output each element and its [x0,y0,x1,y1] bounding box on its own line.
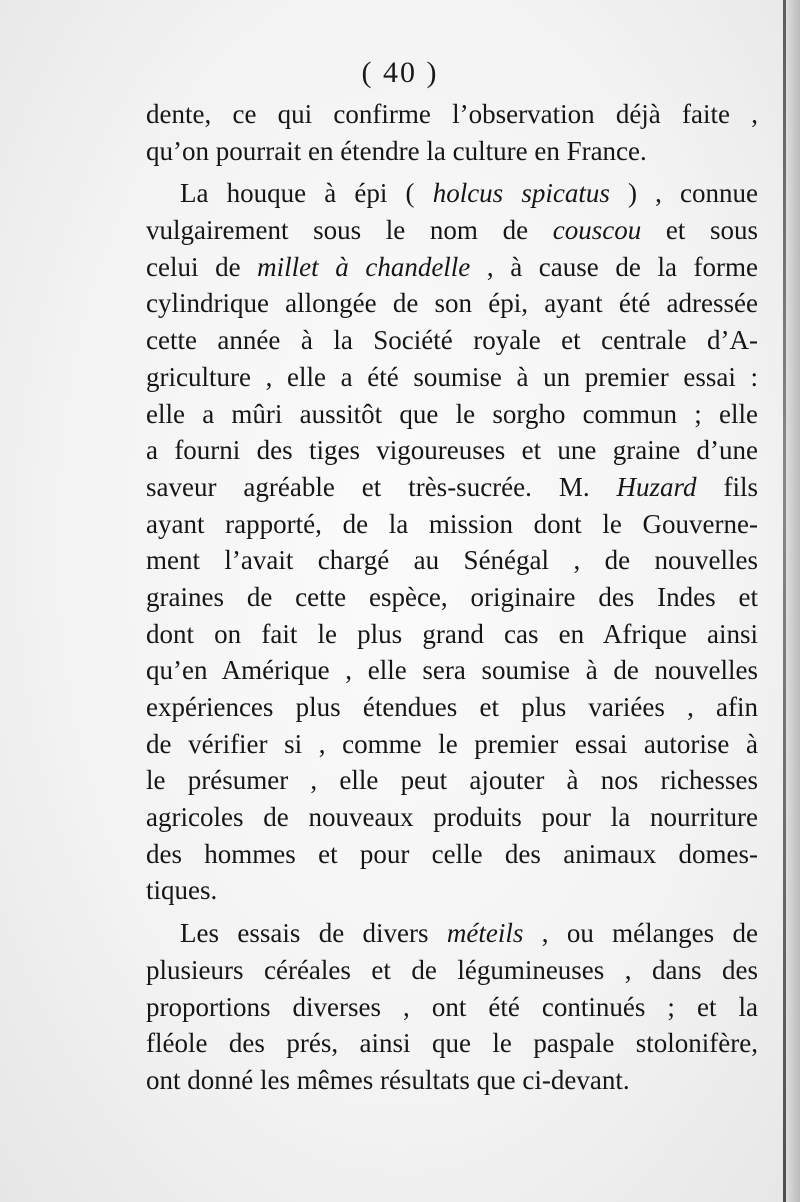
text-run: ) , connue [609,178,759,209]
text-run: dente, ce qui confirme l’observation déjà faite , [146,99,758,129]
text-run: elle a mûri aussitôt que le sorgho commun ; elle [146,398,758,429]
text-line [146,133,758,170]
text-line [146,616,758,653]
text-line [146,322,758,359]
paragraph [146,915,758,1098]
text-run: , ou mélanges de [523,918,758,949]
text-run: ment l’avait chargé au Sénégal , de nouvelles [146,545,758,576]
text-line [146,952,758,989]
text-line [146,96,758,133]
text-line [146,359,758,396]
text-line [146,1062,758,1099]
text-run: La houque à épi ( [180,178,433,209]
text-line [146,506,758,543]
text-run: de vérifier si , comme le premier essai autorise à [146,728,758,759]
body-text [146,96,758,1099]
text-line [146,212,758,249]
text-run: tiques. [146,875,218,906]
text-run: agricoles de nouveaux produits pour la nourriture [146,802,758,833]
text-line [146,836,758,873]
text-run: a fourni des tiges vigoureuses et une graine d’une [146,435,758,466]
text-line [146,469,758,506]
text-run: des hommes et pour celle des animaux domes- [146,838,758,869]
text-line [146,175,758,212]
text-run: dont on fait le plus grand cas en Afrique ainsi [146,618,758,649]
text-line [146,432,758,469]
text-line [146,652,758,689]
page-number: ( 40 ) [361,56,439,89]
text-run: qu’en Amérique , elle sera soumise à de nouvelles [146,655,758,686]
italic-term: couscou [552,215,642,246]
page-edge-shadow [786,0,800,1202]
text-run: ont donné les mêmes résultats que ci-devant. [146,1064,630,1095]
text-line [146,989,758,1026]
text-line [146,726,758,763]
text-run: et sous [641,215,759,246]
text-run: saveur agréable et très-sucrée. M. [146,471,617,502]
text-run: fléole des prés, ainsi que le paspale stolonifère, [146,1028,758,1059]
text-run: plusieurs céréales et de légumineuses , dans des [146,954,758,985]
text-run: proportions diverses , ont été continués ; et la [146,991,758,1022]
italic-term: Huzard [616,471,697,502]
text-line [146,915,758,952]
text-line [146,799,758,836]
text-run: , à cause de la forme [470,251,758,282]
text-run: le présumer , elle peut ajouter à nos richesses [146,765,758,796]
text-run: cylindrique allongée de son épi, ayant été adressée [146,288,758,319]
italic-term: holcus spicatus [432,178,610,209]
text-run: vulgairement sous le nom de [146,215,553,246]
text-line [146,689,758,726]
paragraph [146,96,758,169]
page-edge [783,0,786,1202]
text-run: cette année à la Société royale et centrale d’A- [146,325,758,356]
text-run: qu’on pourrait en étendre la culture en France. [146,135,647,166]
text-run: ayant rapporté, de la mission dont le Gouverne- [146,508,758,539]
paragraph [146,175,758,909]
text-line [146,762,758,799]
text-run: griculture , elle a été soumise à un premier essai : [146,361,758,392]
text-run: expériences plus étendues et plus variées , afin [146,692,758,722]
text-line [146,285,758,322]
text-line [146,579,758,616]
text-line [146,249,758,286]
text-line [146,542,758,579]
text-line [146,872,758,909]
text-line [146,396,758,433]
italic-term: méteils [446,918,524,949]
text-run: fils [696,471,758,502]
text-run: celui de [146,251,258,282]
text-line [146,1025,758,1062]
text-run: graines de cette espèce, originaire des Indes et [146,581,758,612]
italic-term: millet à chandelle [257,251,471,282]
text-run: Les essais de divers [180,918,447,949]
